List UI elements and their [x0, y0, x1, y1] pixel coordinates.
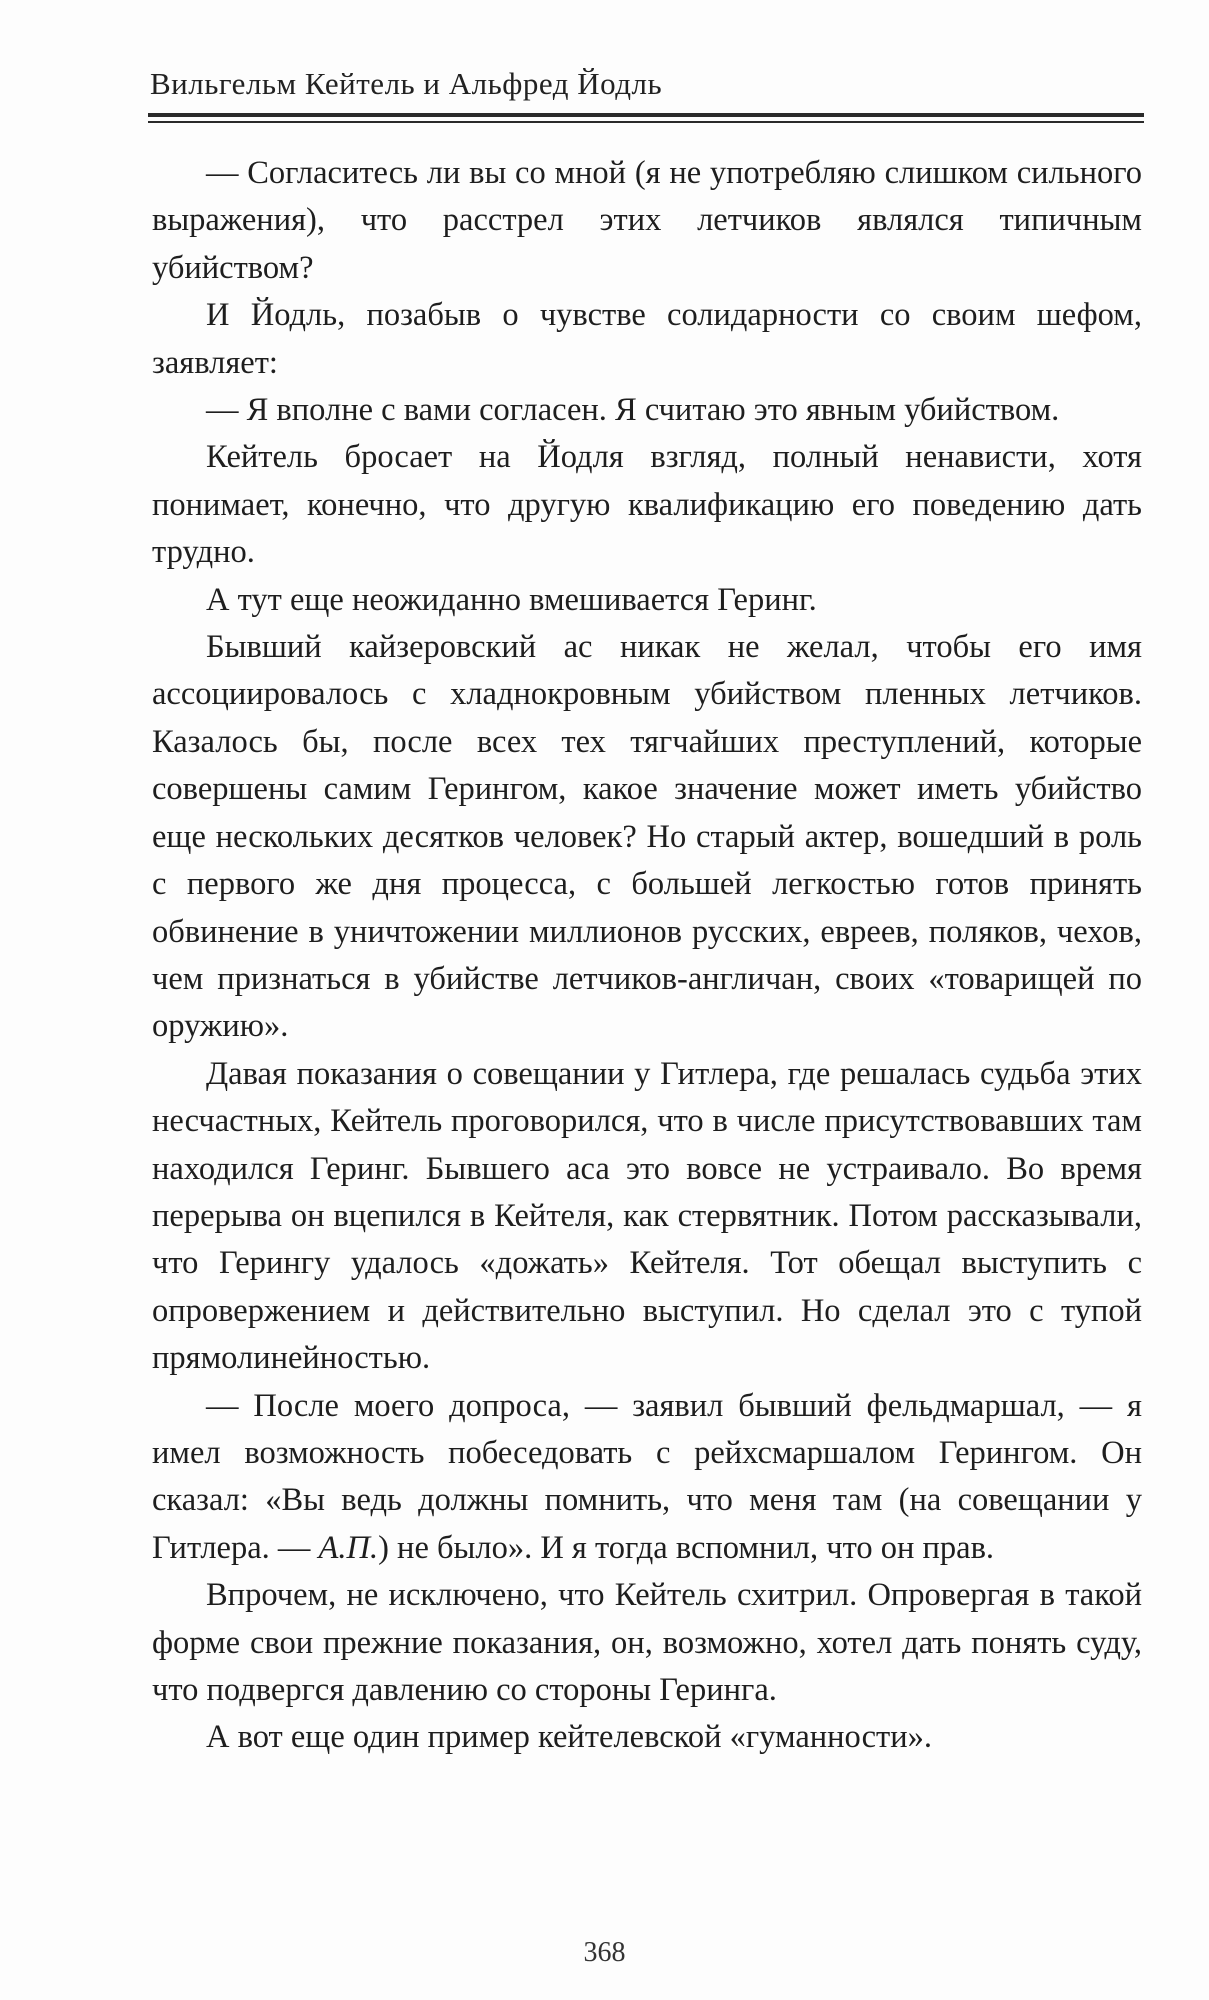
paragraph-7: Давая показания о совещании у Гитлера, где решалась судьба этих несчастных, Кейтель проговорился, что в числе присутствовавших там находился Геринг. Бывшего аса это вовсе не устраивало. Во время перерыва он вцепился в Кейтеля, как стервятник. Потом рассказывали, что Герингу удалось «дожать» Кейтеля. Тот обещал выступить с опровержением и действительно выступил. Но сделал это с тупой прямолинейностью.: [152, 1055, 1142, 1377]
author-initials: А.П.: [318, 1529, 379, 1566]
page-number: 368: [583, 1937, 626, 1968]
paragraph-2: И Йодль, позабыв о чувстве солидарности со своим шефом, заявляет:: [152, 297, 1142, 381]
header-rule-thick: [148, 113, 1144, 117]
paragraph-8-part-1: — После моего допроса, — заявил бывший фельдмаршал, — я имел возможность побеседовать с рейхсмаршалом Герингом. Он сказал: «Вы ведь должны помнить, что меня там (на совещании у Гитлера. —: [152, 1387, 1142, 1566]
running-head: Вильгельм Кейтель и Альфред Йодль: [150, 66, 663, 101]
paragraph-3: — Я вполне с вами согласен. Я считаю это явным убийством.: [206, 392, 1060, 429]
paragraph-4: Кейтель бросает на Йодля взгляд, полный ненависти, хотя понимает, конечно, что другую квалификацию его поведению дать трудно.: [152, 439, 1142, 571]
header-rule-thin: [148, 121, 1144, 123]
body-text: [152, 150, 1142, 1762]
paragraph-6: Бывший кайзеровский ас никак не желал, чтобы его имя ассоциировалось с хладнокровным убийством пленных летчиков. Казалось бы, после всех тех тягчайших преступлений, которые совершены самим Герингом, какое значение может иметь убийство еще нескольких десятков человек? Но старый актер, вошедший в роль с первого же дня процесса, с большей легкостью готов принять обвинение в уничтожении миллионов русских, евреев, поляков, чехов, чем признаться в убийстве летчиков-англичан, своих «товарищей по оружию».: [152, 629, 1142, 1045]
paragraph-1: — Согласитесь ли вы со мной (я не употребляю слишком сильного выражения), что расстрел этих летчиков являлся типичным убийством?: [152, 155, 1142, 286]
paragraph-8-part-2: ) не было». И я тогда вспомнил, что он прав.: [378, 1529, 995, 1566]
paragraph-9: Впрочем, не исключено, что Кейтель схитрил. Опровергая в такой форме свои прежние показания, он, возможно, хотел дать понять суду, что подвергся давлению со стороны Геринга.: [152, 1577, 1142, 1708]
paragraph-8: [152, 1383, 1142, 1573]
paragraph-10: А вот еще один пример кейтелевской «гуманности».: [206, 1719, 932, 1756]
paragraph-5: А тут еще неожиданно вмешивается Геринг.: [206, 581, 817, 618]
